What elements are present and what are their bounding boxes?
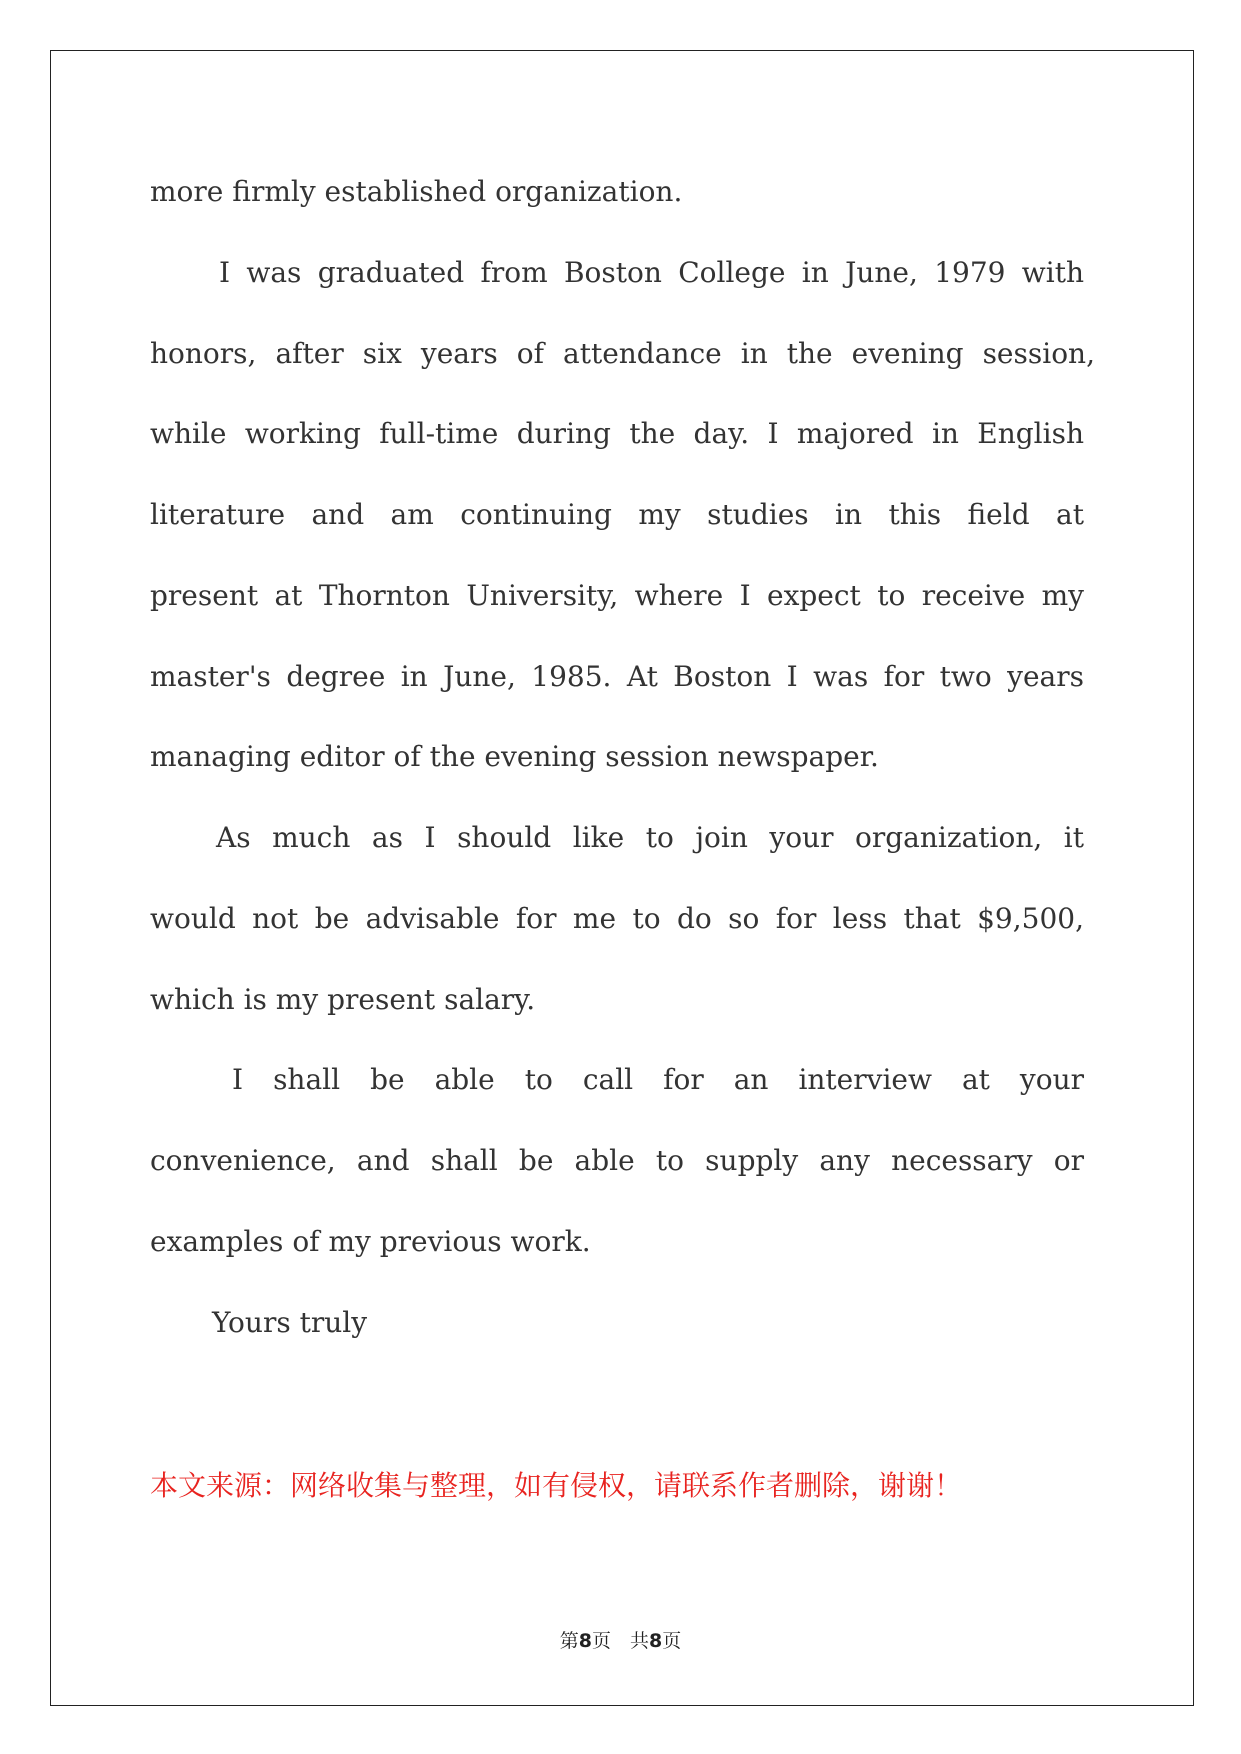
total-pages-number: 8 (649, 1630, 663, 1652)
body-line: managing editor of the evening session newspaper. (150, 740, 879, 773)
footer-suffix: 页 (662, 1630, 682, 1652)
source-notice: 本文来源：网络收集与整理，如有侵权，请联系作者删除，谢谢！ (150, 1469, 963, 1502)
body-line: more firmly established organization. (150, 175, 683, 208)
body-line: I was graduated from Boston College in June, 1979 with (219, 256, 1084, 289)
body-line: As much as I should like to join your organization, it (216, 821, 1084, 854)
body-line: while working full-time during the day. I majored in English (150, 417, 1084, 450)
body-line: examples of my previous work. (150, 1225, 591, 1258)
page-footer (0, 1632, 1241, 1651)
closing-line: Yours truly (212, 1306, 368, 1339)
current-page-number: 8 (578, 1630, 592, 1652)
footer-mid: 页 共 (591, 1630, 649, 1652)
body-line: present at Thornton University, where I expect to receive my (150, 579, 1084, 612)
page-border (50, 50, 1194, 1706)
body-line: literature and am continuing my studies in this field at (150, 498, 1084, 531)
body-line: honors, after six years of attendance in the evening session, (150, 337, 1095, 370)
body-line: I shall be able to call for an interview at your (232, 1063, 1084, 1096)
footer-prefix: 第 (559, 1630, 579, 1652)
body-line: convenience, and shall be able to supply any necessary or (150, 1144, 1084, 1177)
body-line: would not be advisable for me to do so for less that $9,500, (150, 902, 1084, 935)
body-line: master's degree in June, 1985. At Boston I was for two years (150, 660, 1084, 693)
body-line: which is my present salary. (150, 983, 536, 1016)
